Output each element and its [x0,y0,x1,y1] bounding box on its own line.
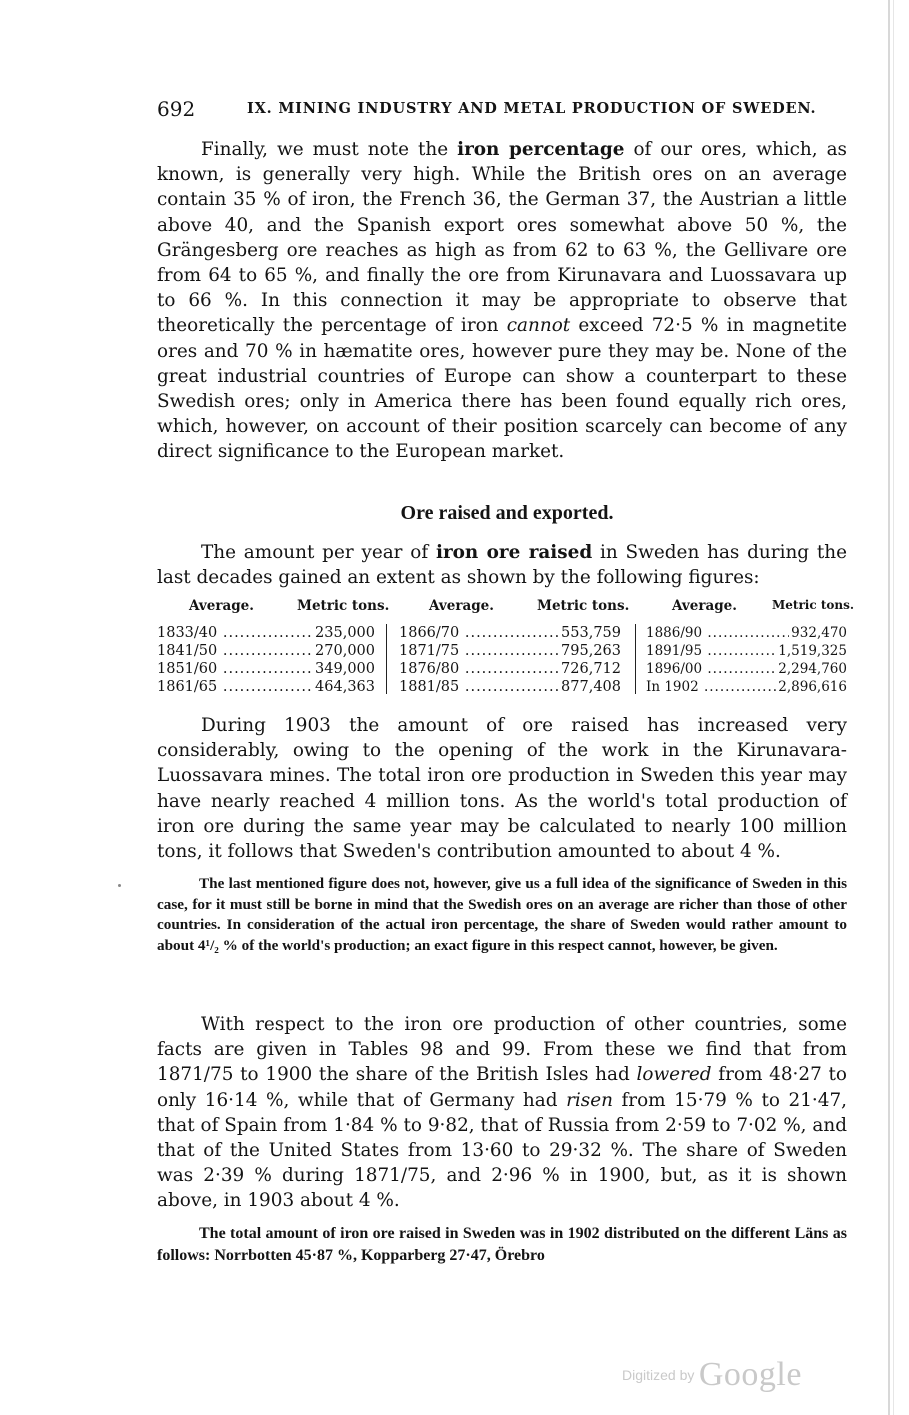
column-header-average: Average. [189,598,254,614]
paragraph-1903-production: During 1903 the amount of ore raised has increased very considerably, owing to the opening of the work in the Kirunavara-Luossavara mines. The total iron ore production in Sweden this year may have nearly reached 4 million tons. As the world's total production of iron ore during the same year may be calculated to nearly 100 million tons, it follows that Sweden's contribution amounted to about 4 %. [157,715,847,863]
section-heading: Ore raised and exported. [400,502,614,524]
bold-term: iron ore raised [435,542,593,563]
bold-term: iron ore raised [340,1225,441,1242]
paragraph-lans-distribution: The total amount of iron ore raised in Sweden was in 1902 distributed on the different Läns as follows: Norrbotten 45·87 %, Kopparberg 27·47, Örebro [157,1225,848,1264]
column-header-metric-tons: Metric tons. [297,598,390,614]
table-row: 1861/65 ..... 464,363 [157,678,375,696]
column-divider [635,624,636,694]
scan-speck [118,884,121,887]
italic-term: lowered [636,1064,712,1086]
column-divider [386,624,387,694]
table-row: 1871/75 ..... 795,263 [399,642,621,660]
table-row: 1876/80 ..... 726,712 [399,660,621,678]
table-row: 1841/50 ..... 270,000 [157,642,375,660]
bold-term: iron percentage [457,139,625,160]
watermark-prefix: Digitized by [622,1367,695,1383]
column-header-metric-tons: Metric tons. [772,598,855,612]
column-header-metric-tons: Metric tons. [537,598,630,614]
table-row: In 1902 ..... 2,896,616 [646,678,847,696]
column-header-average: Average. [672,598,737,614]
italic-term: risen [566,1089,613,1111]
page-edge-line [893,0,894,1415]
table-row: 1866/70 ..... 553,759 [399,624,621,642]
page-header [157,97,847,123]
table-row: 1886/90 ..... 932,470 [646,624,847,642]
table-row: 1891/95 ..... 1,519,325 [646,642,847,660]
paragraph-ore-raised-intro: The amount per year of iron ore raised in Sweden has during the last decades gained an extent as shown by the following figures: [157,542,847,589]
paragraph-other-countries: With respect to the iron ore production of other countries, some facts are given in Tables 98 and 99. From these we find that from 1871/75 to 1900 the share of the British Isles had lowered from 48·27 to only 16·14 %, while that of Germany had risen from 15·79 % to 21·47, that of Spain from 1·84 % to 9·82, that of Russia from 2·59 to 7·02 %, and that of the United States from 13·60 to 29·32 %. The share of Sweden was 2·39 % during 1871/75, and 2·96 % in 1900, but, as it is shown above, in 1903 about 4 %. [157,1014,848,1212]
table-row: 1851/60 ..... 349,000 [157,660,375,678]
paragraph-iron-percentage: Finally, we must note the iron percentage of our ores, which, as known, is generally very high. While the British ores on an average contain 35 % of iron, the French 36, the German 37, the Austrian a little above 40, and the Spanish export ores somewhat above 50 %, the Grängesberg ore reaches as high as from 62 to 63 %, the Gellivare ore from 64 to 65 %, and finally the ore from Kirunavara and Luossavara up to 66 %. In this connection it may be appropriate to observe that theoretically the percentage of iron cannot exceed 72·5 % in magnetite ores and 70 % in hæmatite ores, however pure they may be. None of the great industrial countries of Europe can show a counterpart to these Swedish ores; only in America there has been found equally rich ores, which, however, on account of their position scarcely can become of any direct significance to the European market. [157,139,847,463]
footnote-paragraph: The last mentioned figure does not, however, give us a full idea of the significance of Sweden in this case, for it must still be borne in mind that the Swedish ores on an average are richer than those of other countries. In consideration of the actual iron percentage, the share of Sweden would rather amount to about 4¹/₂ % of the world's production; an exact figure in this respect cannot, however, be given. [157,875,847,954]
table-row: 1833/40 ..... 235,000 [157,624,375,642]
column-header-average: Average. [429,598,494,614]
running-head: IX. MINING INDUSTRY AND METAL PRODUCTION OF SWEDEN. [247,100,817,117]
table-row: 1881/85 ..... 877,408 [399,678,621,696]
table-row: 1896/00 ..... 2,294,760 [646,660,847,678]
digitized-by-google-watermark [622,1356,802,1394]
page-edge-line [888,0,890,1415]
google-logo: Google [698,1356,802,1393]
italic-term: cannot [506,315,571,337]
page-number: 692 [157,97,196,121]
